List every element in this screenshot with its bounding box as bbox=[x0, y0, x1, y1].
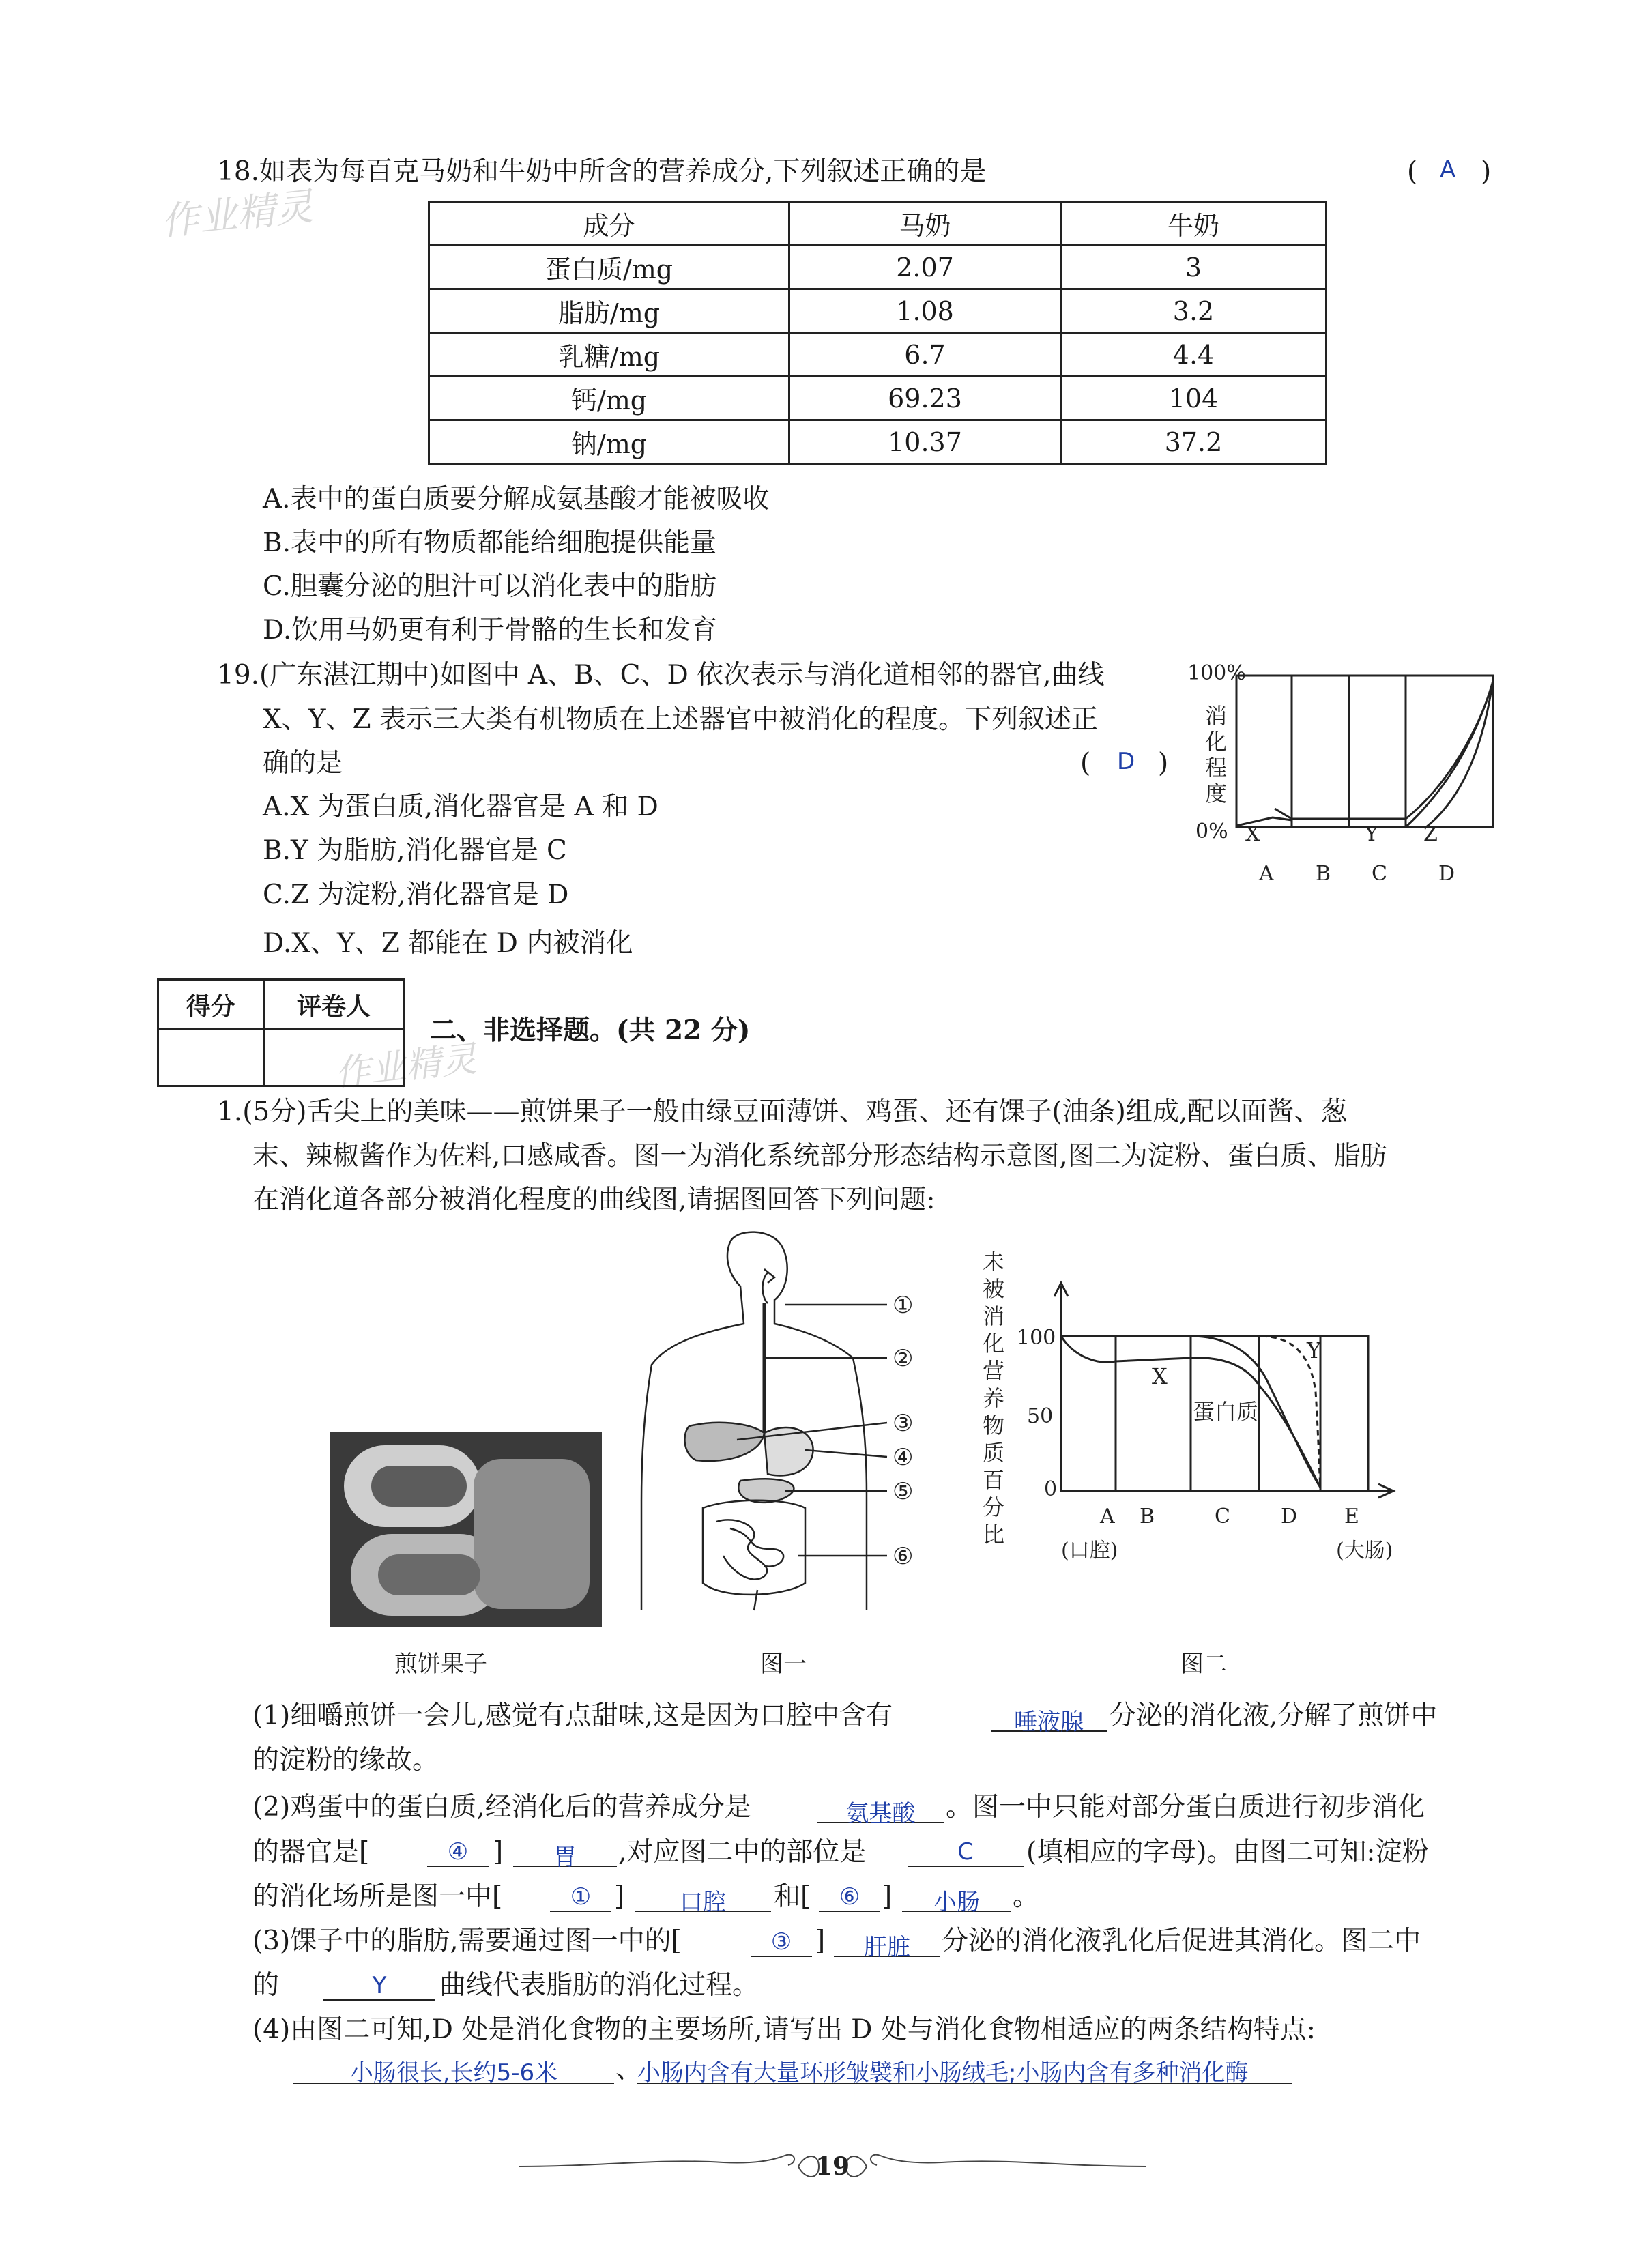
fig2-y-title: 养 bbox=[983, 1385, 1005, 1411]
q19-option-d: D.X、Y、Z 都能在 D 内被消化 bbox=[263, 928, 633, 959]
q19-paren-close: ) bbox=[1158, 748, 1169, 779]
figure1-digestive-system bbox=[628, 1228, 955, 1624]
s3-text-a: (3)馃子中的脂肪,需要通过图一中的[ bbox=[252, 1926, 682, 1956]
q19-option-b: B.Y 为脂肪,消化器官是 C bbox=[263, 835, 567, 866]
fig1-label: ③ bbox=[893, 1410, 914, 1437]
ornament-left bbox=[519, 2155, 794, 2166]
fig2-y-title: 化 bbox=[983, 1331, 1005, 1357]
fig2-y-title: 被 bbox=[983, 1276, 1005, 1302]
chart-x-label: C bbox=[1372, 862, 1387, 886]
s1-blank bbox=[991, 1703, 1107, 1736]
q18-option-c: C.胆囊分泌的胆汁可以消化表中的脂肪 bbox=[263, 571, 716, 602]
liver bbox=[684, 1423, 764, 1461]
s2-text-g: 的消化场所是图一中[ bbox=[252, 1881, 503, 1912]
s2-answer-5: ① bbox=[570, 1883, 592, 1911]
s3-text-e: 曲线代表脂肪的消化过程。 bbox=[439, 1970, 759, 2001]
s2-answer-2: ④ bbox=[447, 1838, 469, 1866]
table-cell: 3 bbox=[1061, 246, 1327, 289]
q18-paren-open: ( bbox=[1407, 156, 1418, 187]
table-header: 牛奶 bbox=[1061, 202, 1327, 246]
s2-text-h: ] bbox=[614, 1881, 625, 1912]
table-header: 马奶 bbox=[789, 202, 1061, 246]
q18-option-b: B.表中的所有物质都能给细胞提供能量 bbox=[263, 527, 717, 558]
q18-option-d: D.饮用马奶更有利于骨骼的生长和发育 bbox=[263, 615, 718, 646]
s1-text-b: 分泌的消化液,分解了煎饼中 bbox=[1110, 1700, 1438, 1731]
chart-y-top: 100% bbox=[1187, 661, 1246, 685]
chart-x-label: A bbox=[1259, 862, 1274, 886]
q18-paren-close: ) bbox=[1481, 156, 1492, 187]
s2-answer-4: C bbox=[957, 1838, 974, 1866]
fig2-y-title: 百 bbox=[983, 1467, 1005, 1493]
curve-label-y: Y bbox=[1365, 822, 1378, 846]
s1-answer: 唾液腺 bbox=[1014, 1709, 1084, 1736]
s4-separator: 、 bbox=[615, 2054, 643, 2085]
chart-x-label: B bbox=[1316, 862, 1331, 886]
watermark: 作业精灵 bbox=[158, 184, 316, 245]
chart-y-bottom: 0% bbox=[1195, 820, 1228, 843]
q19-option-c: C.Z 为淀粉,消化器官是 D bbox=[263, 880, 569, 910]
table-row bbox=[429, 420, 1327, 464]
section2-title: 二、非选择题。(共 22 分) bbox=[430, 1015, 751, 1046]
ornament-right bbox=[871, 2155, 1146, 2166]
fig2-curve-label-protein: 蛋白质 bbox=[1193, 1399, 1259, 1425]
s2-text-a: (2)鸡蛋中的蛋白质,经消化后的营养成分是 bbox=[252, 1792, 751, 1823]
table-header-row bbox=[429, 202, 1327, 246]
caption-fig1: 图一 bbox=[760, 1651, 807, 1678]
curve-label-x: X bbox=[1245, 822, 1260, 846]
curve-x-main bbox=[1275, 682, 1493, 819]
fig1-label: ④ bbox=[893, 1444, 914, 1471]
fig1-label: ② bbox=[893, 1345, 914, 1372]
fig2-y-title: 分 bbox=[983, 1494, 1005, 1520]
table-cell: 6.7 bbox=[789, 333, 1061, 377]
s2-answer-8: 小肠 bbox=[933, 1889, 980, 1916]
s4-blank-2 bbox=[637, 2054, 1292, 2087]
s2-answer-1: 氨基酸 bbox=[845, 1800, 916, 1827]
s2-text-i: 和[ bbox=[774, 1881, 811, 1912]
fig2-y-tick: 50 bbox=[1027, 1404, 1054, 1428]
s4-answer-2: 小肠内含有大量环形皱襞和小肠绒毛;小肠内含有多种消化酶 bbox=[637, 2059, 1249, 2087]
s3-answer-3: Y bbox=[372, 1972, 387, 1999]
oral-cavity bbox=[763, 1273, 768, 1303]
curve-y bbox=[1406, 681, 1493, 827]
s2-answer-3: 胃 bbox=[553, 1844, 577, 1871]
chart-y-title: 度 bbox=[1205, 781, 1228, 807]
s2-blank-2 bbox=[427, 1838, 489, 1867]
fig2-y-title: 未 bbox=[983, 1249, 1005, 1275]
table-cell: 蛋白质/mg bbox=[429, 246, 789, 289]
s2-answer-7: ⑥ bbox=[839, 1883, 860, 1911]
fig1-label: ⑤ bbox=[893, 1478, 914, 1505]
s2-text-b: 。图一中只能对部分蛋白质进行初步消化 bbox=[946, 1792, 1425, 1823]
s1-text-c: 的淀粉的缘故。 bbox=[252, 1745, 439, 1775]
p1-intro-line3: 在消化道各部分被消化程度的曲线图,请据图回答下列问题: bbox=[252, 1185, 936, 1215]
table-row bbox=[429, 377, 1327, 420]
q19-option-a: A.X 为蛋白质,消化器官是 A 和 D bbox=[263, 792, 658, 822]
chart-x-label: D bbox=[1438, 862, 1455, 886]
s2-answer-6: 口腔 bbox=[680, 1889, 726, 1916]
table-cell: 1.08 bbox=[789, 289, 1061, 333]
fig2-x-label: B bbox=[1140, 1505, 1155, 1528]
s2-blank-7 bbox=[819, 1883, 880, 1912]
nutrient-table bbox=[428, 201, 1327, 465]
fig2-curve-label-y: Y bbox=[1307, 1337, 1322, 1363]
q19-stem-line2: X、Y、Z 表示三大类有机物质在上述器官中被消化的程度。下列叙述正 bbox=[263, 704, 1099, 735]
grader-label: 评卷人 bbox=[264, 980, 404, 1030]
grader-cell bbox=[264, 1030, 404, 1086]
q19-stem-line3: 确的是 bbox=[263, 748, 343, 779]
s1-text-a: (1)细嚼煎饼一会儿,感觉有点甜味,这是因为口腔中含有 bbox=[252, 1700, 893, 1731]
s4-blank-1 bbox=[293, 2054, 614, 2087]
s2-blank-8 bbox=[902, 1883, 1011, 1916]
fig2-y-tick: 100 bbox=[1017, 1326, 1056, 1350]
fig2-y-title: 消 bbox=[983, 1303, 1005, 1329]
q19-paren-open: ( bbox=[1080, 748, 1091, 779]
fig2-y-tick: 0 bbox=[1044, 1477, 1058, 1501]
s3-text-d: 的 bbox=[252, 1970, 280, 2001]
rectum bbox=[754, 1590, 757, 1610]
s4-answer-1: 小肠很长,长约5-6米 bbox=[349, 2059, 558, 2087]
s2-text-f: (填相应的字母)。由图二可知:淀粉 bbox=[1026, 1837, 1429, 1868]
table-row bbox=[429, 246, 1327, 289]
fig2-y-title: 营 bbox=[983, 1358, 1005, 1384]
score-label: 得分 bbox=[158, 980, 264, 1030]
s3-blank-3 bbox=[323, 1972, 435, 2001]
small-intestine bbox=[716, 1520, 767, 1579]
score-cell bbox=[158, 1030, 264, 1086]
s3-text-b: ] bbox=[815, 1926, 826, 1956]
fig2-x-label: C bbox=[1215, 1505, 1230, 1528]
chart-frame bbox=[1236, 676, 1493, 827]
q19-answer: D bbox=[1117, 748, 1135, 775]
chart-y-title: 消 bbox=[1205, 703, 1228, 729]
s3-answer-1: ③ bbox=[770, 1928, 792, 1956]
caption-photo: 煎饼果子 bbox=[394, 1651, 487, 1678]
s2-blank-1 bbox=[817, 1795, 944, 1827]
caption-fig2: 图二 bbox=[1180, 1651, 1227, 1678]
table-row bbox=[429, 289, 1327, 333]
table-cell: 2.07 bbox=[789, 246, 1061, 289]
fig2-x-label: A bbox=[1100, 1505, 1115, 1528]
q18-stem: 18.如表为每百克马奶和牛奶中所含的营养成分,下列叙述正确的是 bbox=[217, 156, 987, 187]
fig2-x-note: (口腔) bbox=[1061, 1539, 1118, 1563]
score-box bbox=[157, 978, 405, 1087]
q18-option-a: A.表中的蛋白质要分解成氨基酸才能被吸收 bbox=[263, 484, 770, 514]
table-cell: 脂肪/mg bbox=[429, 289, 789, 333]
fig1-label: ① bbox=[893, 1292, 914, 1319]
table-cell: 37.2 bbox=[1061, 420, 1327, 464]
s3-text-c: 分泌的消化液乳化后促进其消化。图二中 bbox=[942, 1926, 1421, 1956]
s2-blank-5 bbox=[550, 1883, 611, 1912]
s2-text-c: 的器官是[ bbox=[252, 1837, 370, 1868]
s4-text-a: (4)由图二可知,D 处是消化食物的主要场所,请写出 D 处与消化食物相适应的两条结构特点: bbox=[252, 2014, 1316, 2045]
s2-text-d: ] bbox=[493, 1837, 504, 1868]
s2-text-k: 。 bbox=[1013, 1881, 1040, 1912]
fig1-label: ⑥ bbox=[893, 1543, 914, 1570]
p1-intro-line1: 1.(5分)舌尖上的美味——煎饼果子一般由绿豆面薄饼、鸡蛋、还有馃子(油条)组成,配以面酱、葱 bbox=[217, 1097, 1348, 1127]
fig2-x-label: D bbox=[1281, 1505, 1298, 1528]
table-cell: 104 bbox=[1061, 377, 1327, 420]
fig2-y-title: 比 bbox=[983, 1522, 1005, 1548]
page-footer-ornament bbox=[519, 2146, 1146, 2187]
table-row bbox=[429, 333, 1327, 377]
watermark: 作业精灵 bbox=[333, 1039, 479, 1094]
q19-stem-line1: 19.(广东湛江期中)如图中 A、B、C、D 依次表示与消化道相邻的器官,曲线 bbox=[217, 660, 1105, 691]
fig2-curve-label-x: X bbox=[1152, 1363, 1168, 1389]
table-cell: 钠/mg bbox=[429, 420, 789, 464]
s2-text-e: ,对应图二中的部位是 bbox=[618, 1837, 867, 1868]
fig2-y-title: 物 bbox=[983, 1412, 1005, 1438]
s3-blank-1 bbox=[751, 1928, 812, 1957]
fig2-x-label: E bbox=[1344, 1505, 1359, 1528]
table-header: 成分 bbox=[429, 202, 789, 246]
fig2-y-title: 质 bbox=[983, 1440, 1005, 1466]
table-cell: 乳糖/mg bbox=[429, 333, 789, 377]
leader-line bbox=[805, 1450, 887, 1457]
figure2-digestion-curve bbox=[976, 1228, 1453, 1610]
curve-label-z: Z bbox=[1423, 822, 1438, 846]
table-cell: 69.23 bbox=[789, 377, 1061, 420]
s3-blank-2 bbox=[834, 1928, 940, 1961]
q18-answer: A bbox=[1440, 156, 1456, 184]
s2-blank-3 bbox=[513, 1838, 617, 1871]
p1-intro-line2: 末、辣椒酱作为佐料,口感咸香。图一为消化系统部分形态结构示意图,图二为淀粉、蛋白质、脂肪 bbox=[252, 1141, 1387, 1172]
large-intestine bbox=[703, 1500, 805, 1595]
page-number: 19 bbox=[815, 2152, 850, 2181]
curve-z bbox=[1426, 680, 1493, 827]
s3-answer-2: 肝脏 bbox=[864, 1934, 910, 1961]
s2-blank-4 bbox=[908, 1838, 1024, 1867]
q19-digestion-chart bbox=[1160, 655, 1501, 901]
chart-y-title: 化 bbox=[1205, 729, 1228, 755]
table-cell: 10.37 bbox=[789, 420, 1061, 464]
chart-y-title: 程 bbox=[1205, 755, 1228, 781]
s2-blank-6 bbox=[635, 1883, 771, 1916]
jianbing-photo bbox=[330, 1432, 602, 1627]
small-intestine bbox=[730, 1528, 783, 1567]
fig2-x-note: (大肠) bbox=[1336, 1539, 1393, 1563]
s2-text-j: ] bbox=[882, 1881, 893, 1912]
table-cell: 钙/mg bbox=[429, 377, 789, 420]
table-cell: 4.4 bbox=[1061, 333, 1327, 377]
table-cell: 3.2 bbox=[1061, 289, 1327, 333]
